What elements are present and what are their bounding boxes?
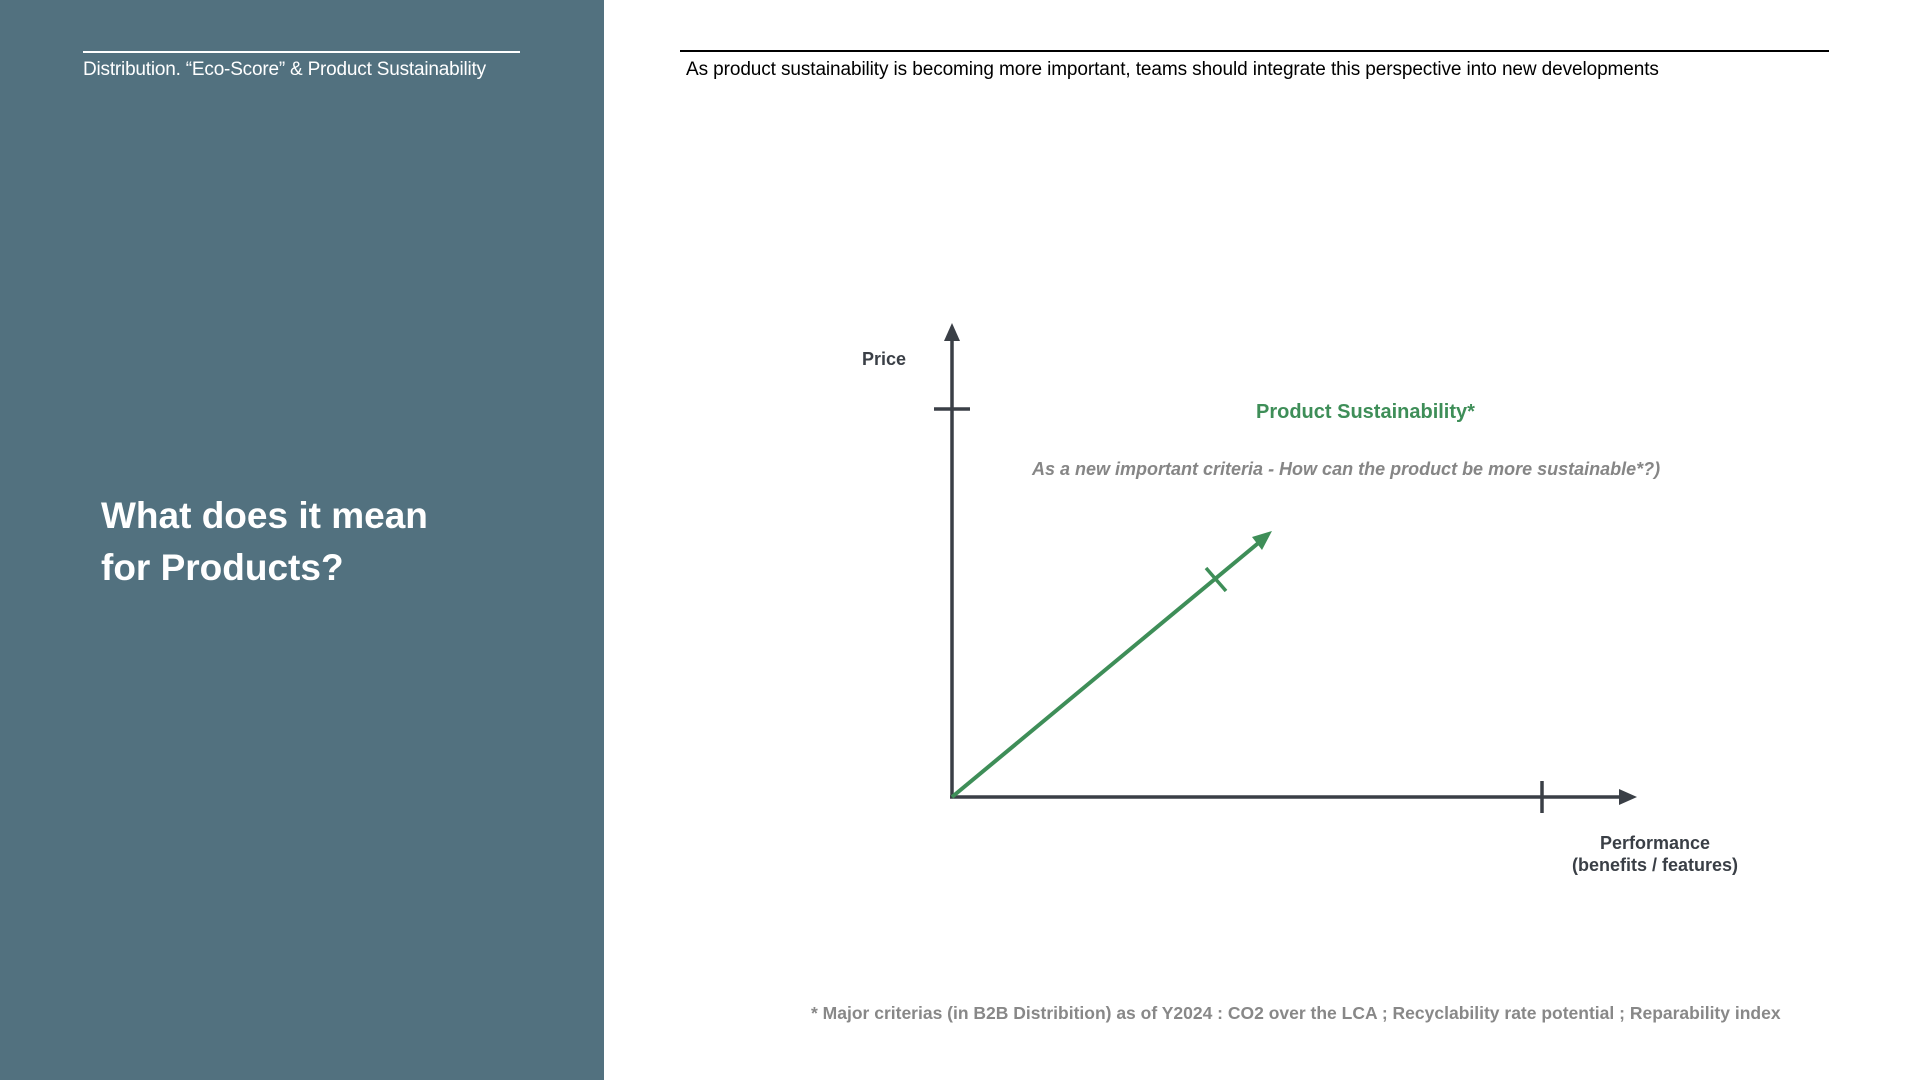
sustainability-title: Product Sustainability* — [1256, 401, 1475, 423]
left-subtitle: Distribution. “Eco-Score” & Product Sustainability — [83, 59, 486, 80]
section-heading-line-2: for Products? — [101, 547, 344, 588]
header-subtitle: As product sustainability is becoming more important, teams should integrate this perspective into new developments — [686, 59, 1659, 80]
section-heading-line-1: What does it mean — [101, 495, 428, 536]
x-axis-label-line-2: (benefits / features) — [1571, 855, 1739, 875]
x-axis-label-line-1: Performance — [1599, 833, 1711, 853]
x-axis-label — [1560, 832, 1750, 876]
y-axis-arrowhead — [944, 323, 960, 341]
y-axis-label: Price — [862, 349, 907, 369]
x-axis-arrowhead — [1619, 789, 1637, 805]
sustainability-subtitle: As a new important criteria - How can the product be more sustainable*?) — [1032, 459, 1661, 479]
footnote: * Major criterias (in B2B Distribition) as of Y2024 : CO2 over the LCA ; Recyclability rate potential ; Reparability index — [811, 1003, 1781, 1023]
